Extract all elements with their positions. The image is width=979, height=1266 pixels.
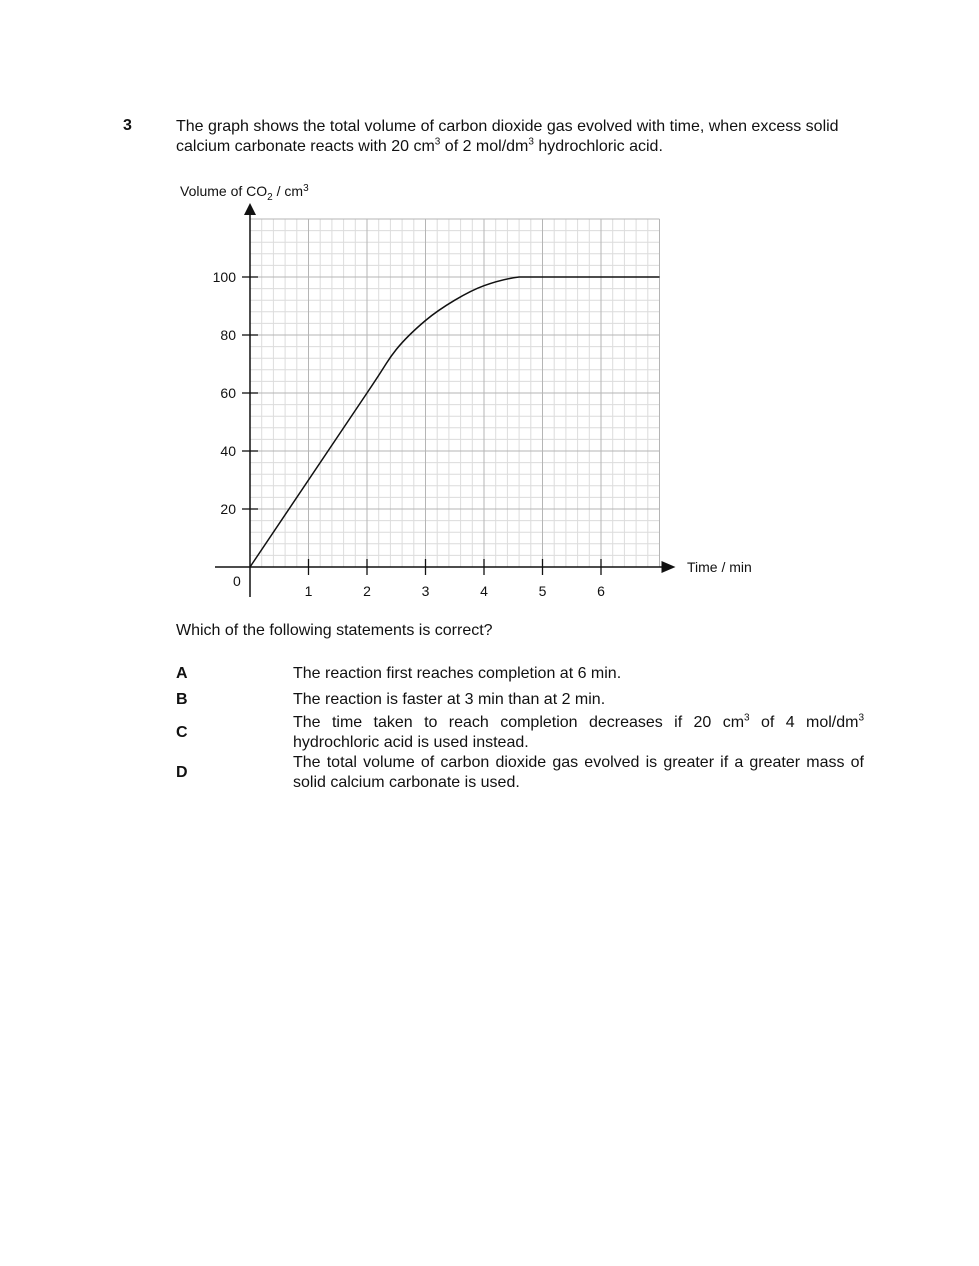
option-d[interactable] — [176, 753, 866, 793]
ticks — [213, 269, 605, 599]
option-text: The total volume of carbon dioxide gas evolved is greater if a greater mass of solid calcium carbonate is used. — [293, 754, 864, 791]
option-text: The reaction is faster at 3 min than at 2 min. — [293, 691, 606, 708]
axes — [212, 203, 676, 597]
option-letter: B — [176, 691, 188, 708]
x-tick-label: 5 — [538, 583, 547, 599]
y-tick-label: 100 — [212, 269, 236, 285]
x-tick-label: 4 — [480, 583, 488, 599]
grid-major — [250, 219, 660, 567]
option-text: The time taken to reach completion decreases if 20 $cm^3$ of 4 mol/$dm^3$ hydrochloric acid is used instead. — [293, 712, 865, 751]
x-axis-arrow — [662, 561, 676, 573]
option-b[interactable] — [176, 690, 866, 710]
y-axis-arrow — [244, 203, 256, 215]
co2-volume-chart — [170, 178, 770, 608]
y-tick-label: 20 — [220, 501, 236, 517]
option-a[interactable] — [176, 664, 866, 684]
option-letter: A — [176, 665, 188, 682]
y-axis-label: Volume of $CO_2 / cm^3$ — [180, 183, 309, 203]
x-tick-label: 1 — [304, 583, 313, 599]
option-letter: C — [176, 724, 188, 741]
question-prompt: Which of the following statements is correct? — [176, 622, 493, 639]
origin-label: 0 — [233, 573, 241, 589]
y-tick-label: 60 — [220, 385, 236, 401]
co2-volume-curve — [250, 277, 660, 567]
question-number: 3 — [123, 117, 132, 134]
x-tick-label: 3 — [421, 583, 430, 599]
x-tick-label: 2 — [363, 583, 371, 599]
y-tick-label: 40 — [220, 443, 236, 459]
x-tick-label: 6 — [597, 583, 605, 599]
option-letter: D — [176, 764, 188, 781]
x-axis-label: Time / min — [687, 559, 752, 575]
option-c[interactable] — [176, 713, 866, 753]
option-text: The reaction first reaches completion at 6 min. — [293, 665, 622, 682]
y-tick-label: 80 — [220, 327, 236, 343]
question-stem: The graph shows the total volume of carbon dioxide gas evolved with time, when excess solid calcium carbonate reacts with 20 $cm^3$ of 2 mol/$dm^3$ hydrochloric acid. — [176, 118, 839, 155]
